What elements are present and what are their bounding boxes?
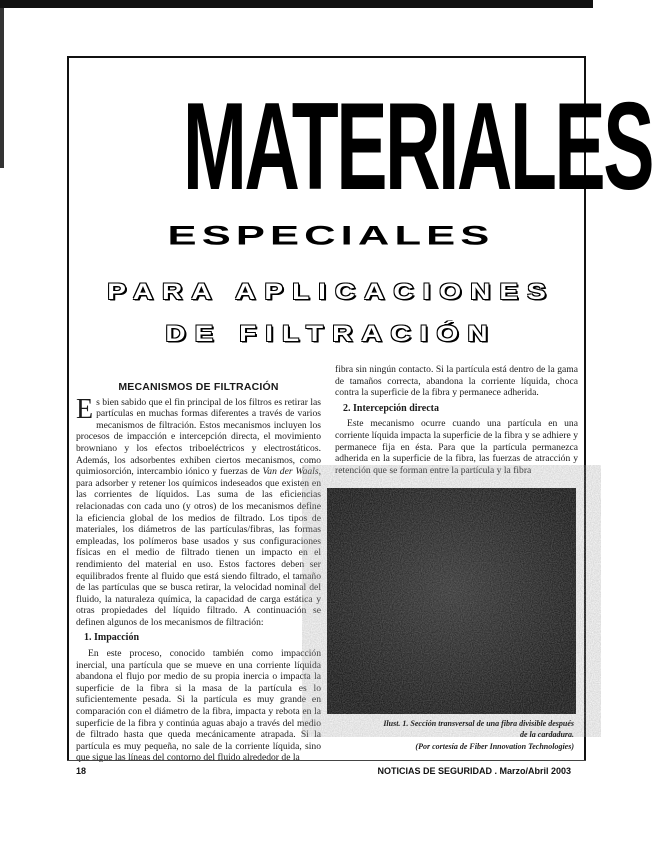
subheading-impaccion: 1. Impacción (84, 632, 139, 644)
drop-cap: E (76, 393, 94, 425)
publication-footer: NOTICIAS DE SEGURIDAD . Marzo/Abril 2003 (377, 766, 571, 776)
fiber-cross-section-photo (327, 488, 576, 714)
title-line-4: DE FILTRACIÓN (165, 321, 497, 346)
section-heading: MECANISMOS DE FILTRACIÓN (118, 381, 279, 393)
intro-text-end: , para adsorber y retener los químicos indeseados que existen en las corrientes de líquidos. Las suma de las eficiencias relacionadas con cada uno (y otros) de los mecanismos define la eficiencia global de los medios de filtrado. Los tipos de materiales, los diámetros de las partículas/fibras, las formas empleadas, los polímeros base usados y sus configuraciones físicas en el medio de filtrado tienen un impacto en el rendimiento del material en uso. Estos factores deben ser equilibrados frente al fluido que está siendo filtrado, el tamaño de las partículas que se busca retirar, la velocidad nominal del fluido, la naturaleza química, la capacidad de carga estática y otras propiedades del líquido filtrado. A continuación se definen algunos de los mecanismos de filtración: (76, 466, 321, 628)
title-line-3: PARA APLICACIONES (107, 279, 555, 304)
title-sub: ESPECIALES (167, 221, 495, 251)
continued-paragraph: fibra sin ningún contacto. Si la partícula está dentro de la gama de tamaños correcta, abandona la corriente líquida, choca contra la superficie de la fibra y permanece adherida. (335, 364, 578, 399)
footer-rule (67, 760, 586, 761)
figure-caption: Ilust. 1. Sección transversal de una fibra divisible después de la cardadura. (383, 719, 574, 739)
subheading-intercepcion: 2. Intercepción directa (343, 402, 440, 414)
article-column-left (76, 382, 321, 764)
article-column-right (335, 364, 578, 476)
intro-paragraph (76, 393, 321, 629)
top-edge-bar (0, 0, 593, 8)
figure-credit: (Por cortesía de Fiber Innovation Technologies) (415, 742, 574, 751)
left-edge-shadow (0, 8, 4, 168)
photo-texture (327, 488, 576, 714)
title-main: MATERIALES (182, 78, 652, 216)
intercepcion-paragraph: Este mecanismo ocurre cuando una partícula en una corriente líquida impacta la superficie de la fibra y se adhiere y permanece fija en ésta. Para que la partícula permanezca adherida en la superficie de la fibra, las fuerzas de atracción y retención que se forman entre la partícula y la fibra (335, 418, 578, 476)
page-number: 18 (76, 766, 87, 776)
intro-text: s bien sabido que el fin principal de los filtros es retirar las partículas en muchas formas diferentes a través de varios mecanismos de filtración. Estos mecanismos incluyen los procesos de impacción e intercepción directa, el movimiento browniano y los efectos triboeléctricos y electrostáticos. Además, los adsorbentes exhiben ciertos mecanismos, como quimiosorción, intercambio iónico y fuerzas de (76, 396, 321, 478)
impaccion-paragraph: En este proceso, conocido también como impacción inercial, una partícula que se mueve en una corriente líquida abandona el flujo por medio de su propia inercia o impacta la superficie de la fibra si la masa de la partícula es lo suficientemente pesada. Si la partícula es muy grande en comparación con el diámetro de la fibra, impacta y rebota en la superficie de la fibra y continúa aguas abajo a través del medio de filtrado hasta que queda mecánicamente atrapada. Si la partícula es muy pequeña, no sale de la corriente líquida, sino que sigue las líneas del contorno del fluido alrededor de la (76, 648, 321, 764)
intro-italic-term: Van der Waals (262, 466, 319, 478)
